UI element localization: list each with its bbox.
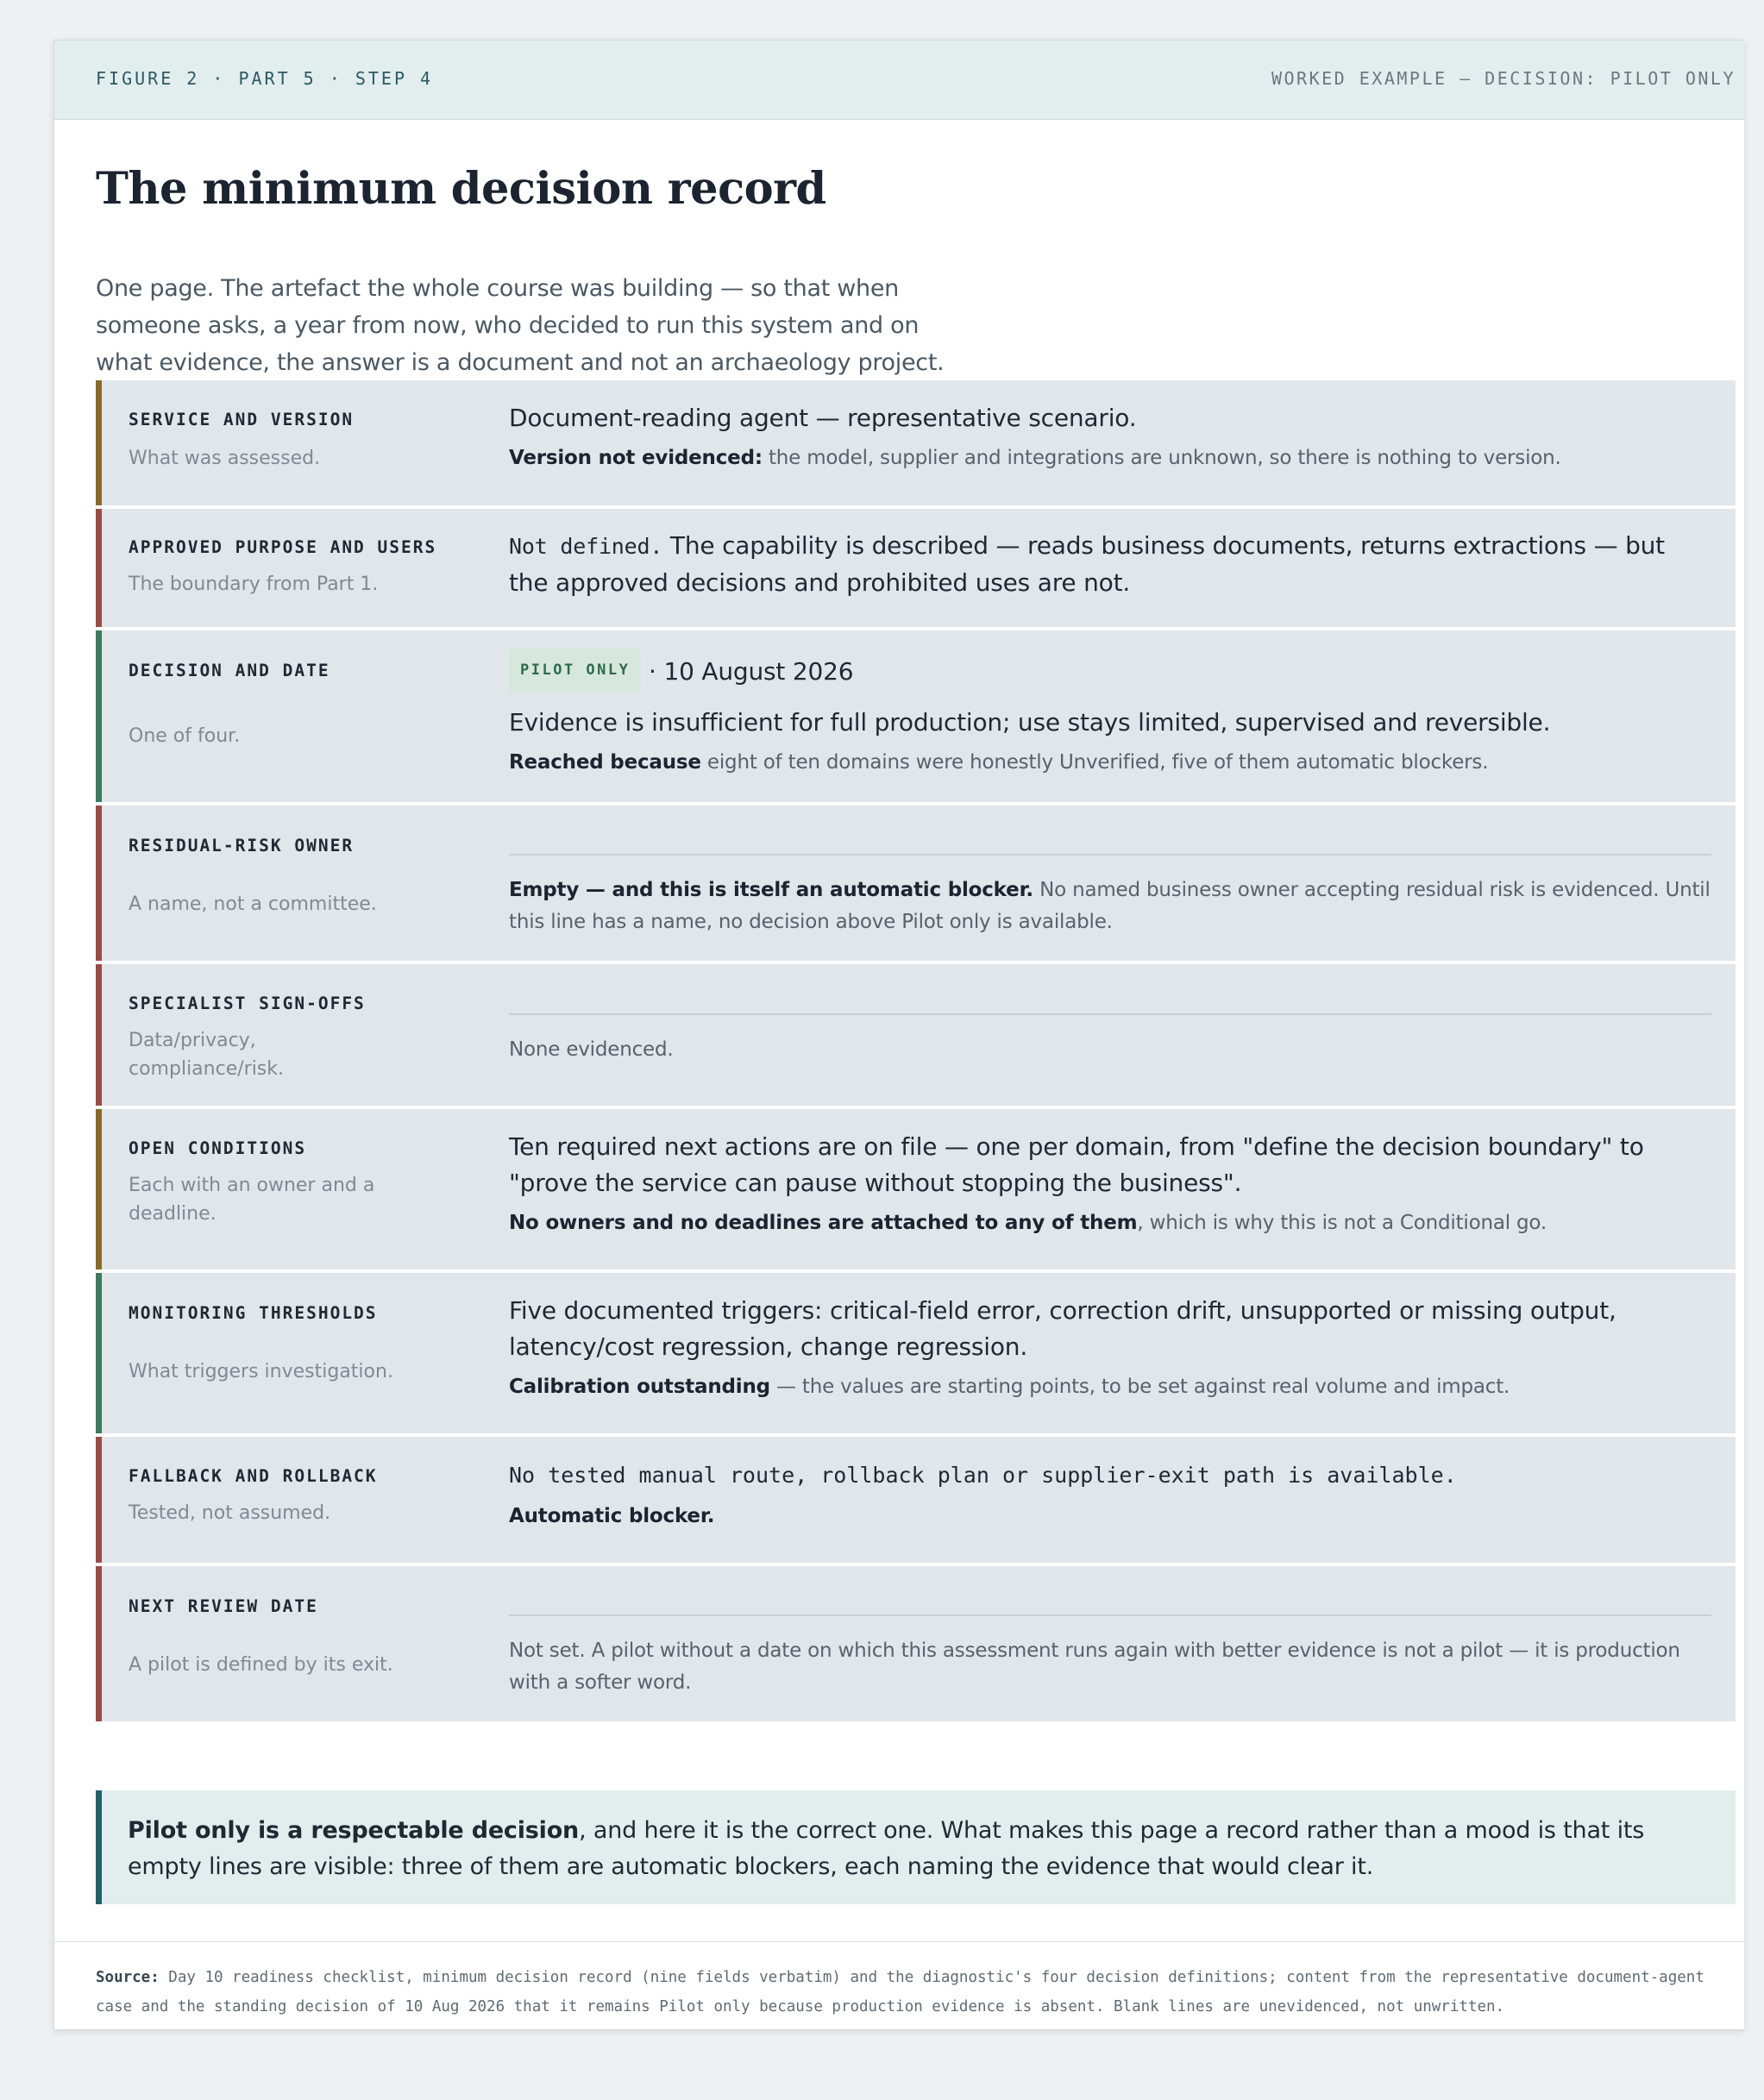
- field-note: [509, 1371, 1711, 1403]
- field-note: Not set. A pilot without a date on which this assessment runs again with better evidence is not a pilot — it is production with a softer word.: [509, 1639, 1680, 1694]
- field-label: APPROVED PURPOSE AND USERS: [129, 537, 437, 557]
- field-value: [509, 528, 1711, 601]
- callout-emphasis: Pilot only is a respectable decision: [128, 1817, 580, 1844]
- field-label: SERVICE AND VERSION: [129, 410, 355, 429]
- field-value: Five documented triggers: critical-field error, correction drift, unsupported or missing output, latency/cost regression, change regression.: [509, 1296, 1616, 1361]
- field-label: SPECIALIST SIGN-OFFS: [129, 994, 366, 1013]
- field-decision-and-date: [96, 630, 1736, 802]
- field-note-emphasis: Empty — and this is itself an automatic blocker.: [509, 879, 1033, 901]
- decision-record-fields: [96, 380, 1736, 1725]
- field-note-text: No named business owner accepting residual risk is evidenced. Until this line has a name, no decision above Pilot only is available.: [509, 879, 1711, 933]
- field-note-text: the model, supplier and integrations are unknown, so there is nothing to version.: [762, 447, 1561, 469]
- field-content: [509, 1293, 1711, 1403]
- field-label: RESIDUAL-RISK OWNER: [129, 836, 355, 856]
- field-content: [509, 528, 1711, 601]
- blank-entry-line: [509, 854, 1711, 856]
- field-label: MONITORING THRESHOLDS: [129, 1303, 378, 1323]
- decision-line: [509, 650, 1711, 695]
- callout-body: , and here it is the correct one. What makes this page a record rather than a mood is that its empty lines are visible: three of them are automatic blockers, each naming the evidence that would clear it.: [128, 1817, 1645, 1880]
- field-note: [509, 1207, 1711, 1239]
- field-note: [509, 747, 1711, 779]
- field-content: [509, 854, 1711, 938]
- field-open-conditions: [96, 1109, 1736, 1269]
- field-note-emphasis: No owners and no deadlines are attached to any of them: [509, 1212, 1138, 1234]
- field-content: [509, 650, 1711, 779]
- field-note-text: eight of ten domains were honestly Unverified, five of them automatic blockers.: [700, 751, 1489, 774]
- field-hint: One of four.: [129, 725, 241, 747]
- blank-entry-line: [509, 1013, 1711, 1015]
- field-note-emphasis: Reached because: [509, 751, 701, 774]
- field-content: [509, 1458, 1711, 1533]
- blank-entry-line: [509, 1614, 1711, 1616]
- field-note: None evidenced.: [509, 1038, 674, 1061]
- field-hint: The boundary from Part 1.: [129, 574, 379, 595]
- field-note-emphasis: Automatic blocker.: [509, 1505, 715, 1527]
- figure-card: [53, 40, 1744, 2030]
- field-monitoring-thresholds: [96, 1273, 1736, 1433]
- field-note: [509, 442, 1711, 474]
- field-hint: Data/privacy, compliance/risk.: [129, 1030, 284, 1080]
- page-subtitle: One page. The artefact the whole course was building — so that when someone asks, a year from now, who decided to run this system and on what evidence, the answer is a document and not an archaeology project.: [96, 275, 945, 376]
- source-label: Source:: [96, 1969, 160, 1986]
- field-approved-purpose-and-users: [96, 509, 1736, 627]
- figure-label: FIGURE 2 · PART 5 · STEP 4: [96, 68, 434, 89]
- field-note-emphasis: Version not evidenced:: [509, 447, 763, 469]
- field-hint: A name, not a committee.: [129, 893, 377, 915]
- field-fallback-and-rollback: [96, 1437, 1736, 1563]
- field-value: No tested manual route, rollback plan or supplier-exit path is available.: [509, 1463, 1457, 1488]
- field-value: Ten required next actions are on file — one per domain, from "define the decision boundary" to "prove the service can pause without stopping the business".: [509, 1132, 1644, 1197]
- field-hint: What triggers investigation.: [129, 1361, 393, 1382]
- field-content: [509, 1129, 1711, 1239]
- field-value: Document-reading agent — representative scenario.: [509, 404, 1137, 432]
- field-note-text: , which is why this is not a Conditional go.: [1137, 1212, 1547, 1234]
- field-hint: Each with an owner and a deadline.: [129, 1175, 375, 1225]
- conclusion-callout: [96, 1790, 1736, 1904]
- source-footer: [54, 1941, 1744, 2015]
- decision-badge: PILOT ONLY: [509, 648, 641, 693]
- field-note: [509, 874, 1711, 938]
- field-specialist-sign-offs: [96, 964, 1736, 1106]
- field-label: OPEN CONDITIONS: [129, 1138, 307, 1158]
- field-hint: A pilot is defined by its exit.: [129, 1654, 393, 1676]
- field-content: [509, 400, 1711, 474]
- field-value-text: The capability is described — reads business documents, returns extractions — but the approved decisions and prohibited uses are not.: [509, 531, 1665, 597]
- worked-example-label: WORKED EXAMPLE — DECISION: PILOT ONLY: [1271, 68, 1736, 89]
- page-title: The minimum decision record: [96, 163, 826, 215]
- field-hint: What was assessed.: [129, 448, 321, 469]
- field-service-and-version: [96, 380, 1736, 505]
- field-label: FALLBACK AND ROLLBACK: [129, 1466, 378, 1486]
- field-note-emphasis: Calibration outstanding: [509, 1376, 770, 1398]
- field-next-review-date: [96, 1566, 1736, 1721]
- field-hint: Tested, not assumed.: [129, 1502, 331, 1524]
- field-note: [509, 1501, 1711, 1533]
- source-note: [96, 1963, 1717, 2022]
- field-content: [509, 1013, 1711, 1066]
- callout-text: [128, 1813, 1701, 1885]
- decision-date: · 10 August 2026: [641, 657, 854, 686]
- field-note-text: — the values are starting points, to be set against real volume and impact.: [769, 1376, 1510, 1398]
- field-residual-risk-owner: [96, 806, 1736, 961]
- field-label: DECISION AND DATE: [129, 661, 330, 680]
- figure-header: [54, 41, 1744, 120]
- field-value-status: Not defined.: [509, 534, 663, 559]
- field-content: [509, 1614, 1711, 1699]
- field-label: NEXT REVIEW DATE: [129, 1596, 318, 1616]
- source-text: Day 10 readiness checklist, minimum decision record (nine fields verbatim) and the diagnostic's four decision definitions; content from the representative document-agent case and the standing decision of 10 Aug 2026 that it remains Pilot only because production evidence is absent. Blank lines are unevidenced, not unwritten.: [96, 1969, 1704, 2015]
- field-value: Evidence is insufficient for full production; use stays limited, supervised and reversible.: [509, 708, 1551, 737]
